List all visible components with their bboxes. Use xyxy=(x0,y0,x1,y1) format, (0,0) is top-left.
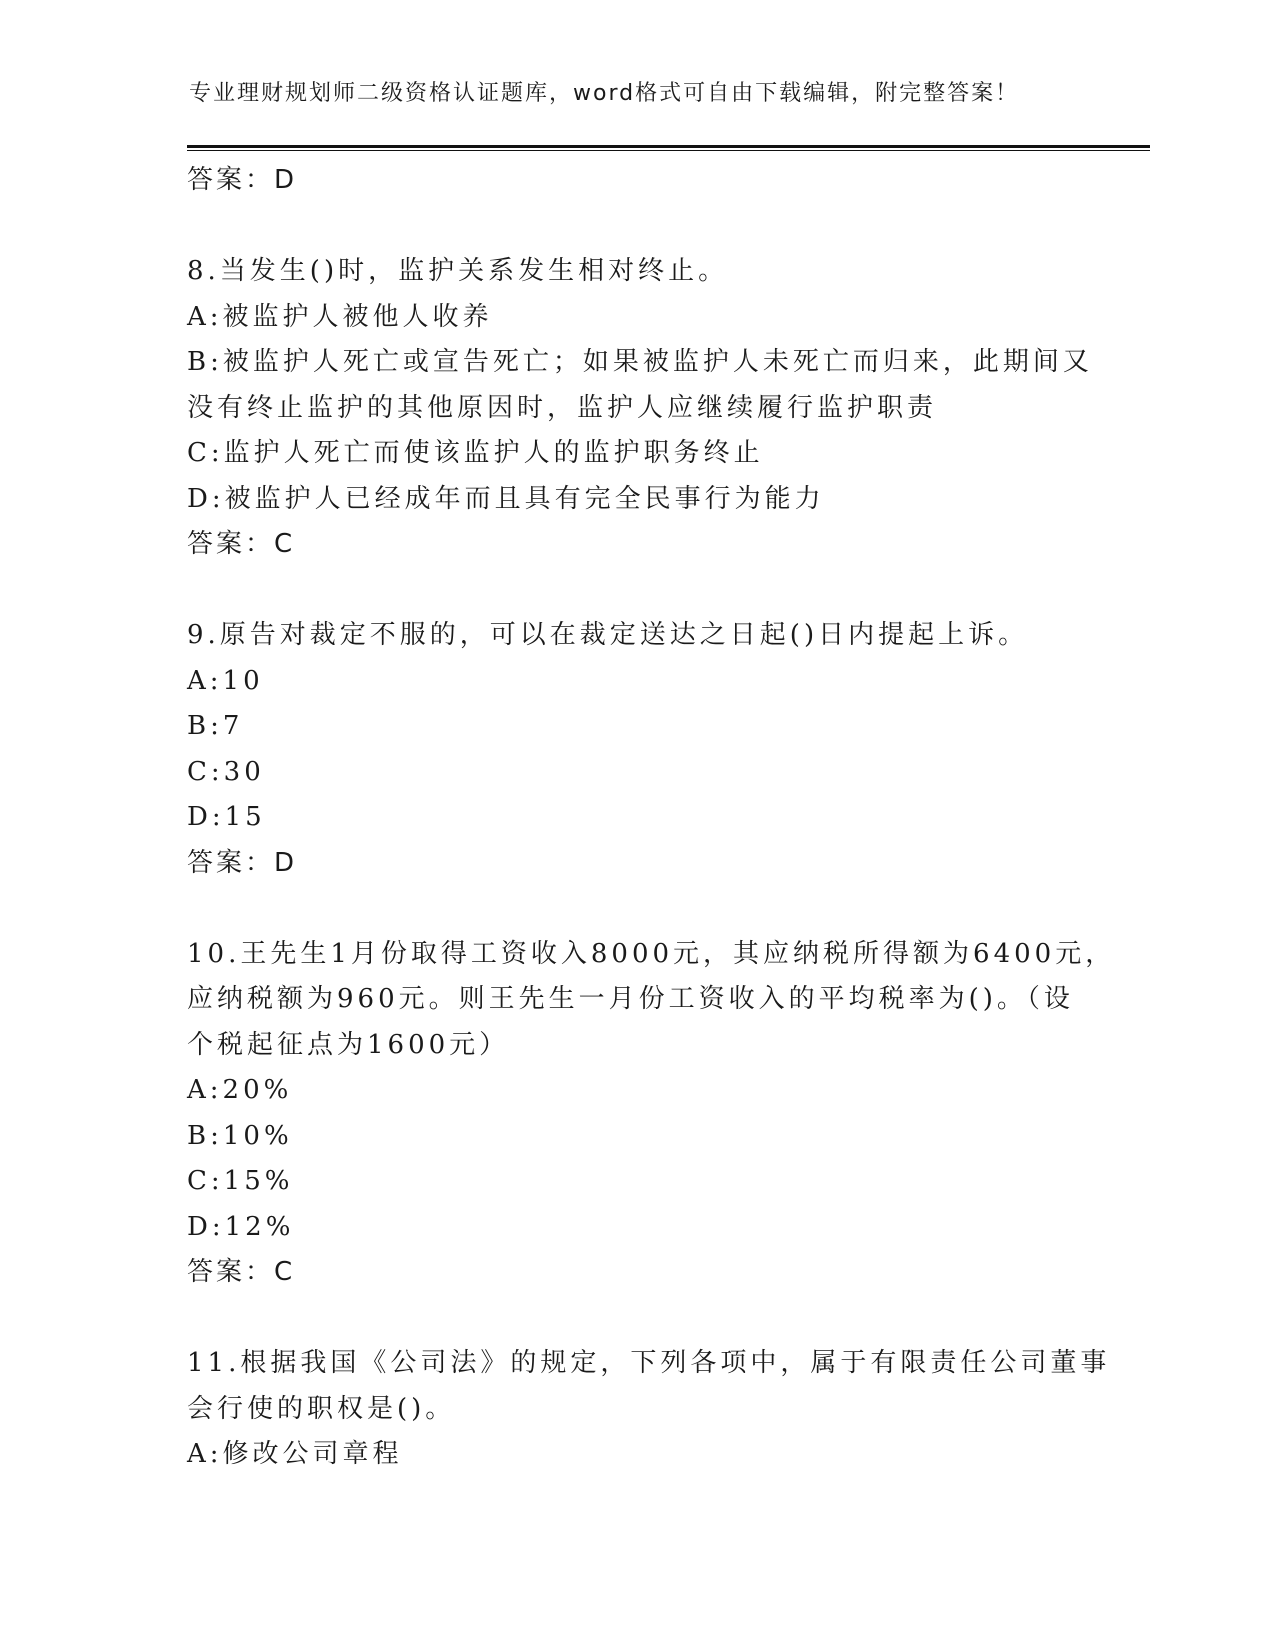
answer-line: 答案：C xyxy=(187,1257,296,1287)
text-line: D:15 xyxy=(187,802,266,832)
text-line: A:被监护人被他人收养 xyxy=(187,301,493,332)
text-line: A:20% xyxy=(187,1075,293,1105)
page-header: 专业理财规划师二级资格认证题库，word格式可自由下载编辑，附完整答案！ xyxy=(189,81,1020,106)
text-line: 10.王先生1月份取得工资收入8000元，其应纳税所得额为6400元， xyxy=(187,938,1116,969)
text-line: 8.当发生()时，监护关系发生相对终止。 xyxy=(187,256,729,286)
text-line: A:修改公司章程 xyxy=(187,1439,403,1469)
text-line: 9.原告对裁定不服的，可以在裁定送达之日起()日内提起上诉。 xyxy=(187,620,1029,650)
header-rule-thick xyxy=(187,145,1150,148)
text-line: C:监护人死亡而使该监护人的监护职务终止 xyxy=(187,438,764,468)
text-line: A:10 xyxy=(187,665,264,696)
text-line: 会行使的职权是()。 xyxy=(187,1393,456,1424)
text-line: 应纳税额为960元。则王先生一月份工资收入的平均税率为()。（设 xyxy=(187,984,1074,1014)
header-rule-thin xyxy=(187,150,1150,151)
answer-line: 答案：C xyxy=(187,529,296,559)
text-line: D:被监护人已经成年而且具有完全民事行为能力 xyxy=(187,483,825,514)
text-line: B:10% xyxy=(187,1120,293,1151)
blank-line xyxy=(187,1296,1087,1342)
question-content xyxy=(187,158,1116,1478)
text-line: D:12% xyxy=(187,1211,295,1242)
answer-line: 答案：D xyxy=(187,847,298,878)
blank-line xyxy=(187,886,1087,932)
blank-line xyxy=(187,568,1087,614)
text-line: C:15% xyxy=(187,1166,294,1196)
text-line: 个税起征点为1600元） xyxy=(187,1029,510,1060)
blank-line xyxy=(187,204,1087,250)
text-line: C:30 xyxy=(187,756,265,787)
text-line: 11.根据我国《公司法》的规定，下列各项中，属于有限责任公司董事 xyxy=(187,1348,1111,1378)
text-line: B:被监护人死亡或宣告死亡；如果被监护人未死亡而归来，此期间又 xyxy=(187,347,1093,377)
text-line: B:7 xyxy=(187,711,244,741)
answer-line: 答案：D xyxy=(187,165,298,195)
text-line: 没有终止监护的其他原因时，监护人应继续履行监护职责 xyxy=(187,392,938,423)
